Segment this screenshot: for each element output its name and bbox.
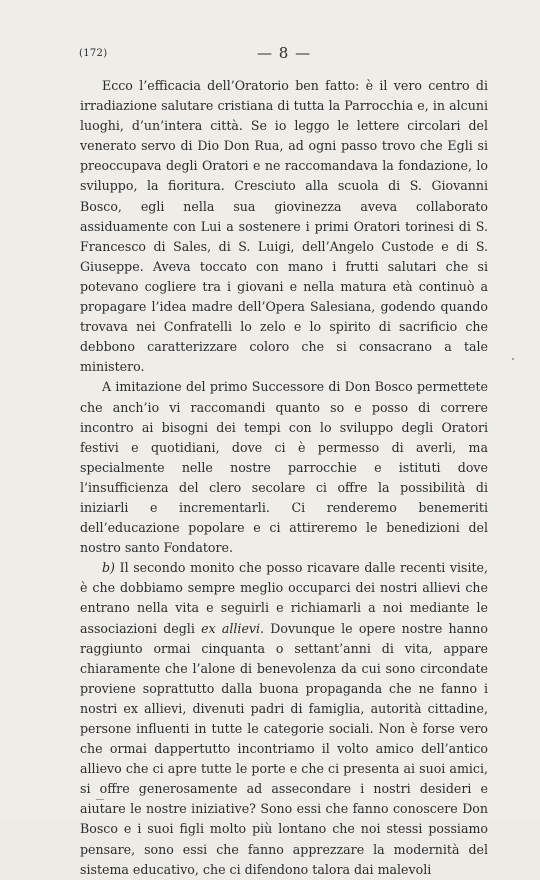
page-reference: (172) — [79, 48, 108, 59]
body-text — [80, 76, 488, 880]
paragraph-3-emphasis: ex allievi — [201, 620, 261, 636]
paragraph-3-text-a: Il secondo monito che posso ricavare dalle recenti visite, è che dobbiamo sempre meglio occuparci dei nostri allievi che entrano nella vita e seguirli e richiamarli a noi mediante le associazioni degli — [80, 560, 488, 636]
margin-dot — [512, 358, 514, 360]
paragraph-3-marker: b) — [102, 560, 115, 576]
page-header — [79, 46, 489, 62]
paragraph-3 — [80, 558, 488, 880]
paragraph-1: Ecco l’efficacia dell’Oratorio ben fatto: è il vero centro di irradiazione salutare cristiana di tutta la Parrocchia e, in alcuni luoghi, d’un’intera città. Se io leggo le lettere circolari del venerato servo di Dio Don Rua, ad ogni passo trovo che Egli si preoccupava degli Oratori e ne raccomandava la fondazione, lo sviluppo, la fioritura. Cresciuto alla scuola di S. Giovanni Bosco, egli nella sua giovinezza aveva collaborato assiduamente con Lui a sostenere i primi Oratori torinesi di S. Francesco di Sales, di S. Luigi, dell’Angelo Custode e di S. Giuseppe. Aveva toccato con mano i frutti salutari che si potevano cogliere tra i giovani e nella matura età continuò a propagare l’idea madre dell’Opera Salesiana, godendo quando trovava nei Confratelli lo zelo e lo spirito di sacrificio che debbono caratterizzare coloro che si consacrano a tale ministero. — [80, 78, 488, 375]
bottom-mark — [96, 799, 104, 800]
page-number: — 8 — — [257, 44, 312, 62]
paragraph-2: A imitazione del primo Successore di Don Bosco permettete che anch’io vi raccomandi quanto so e posso di correre incontro ai bisogni dei tempi con lo sviluppo degli Oratori festivi e quotidiani, dove ci è permesso di averli, ma specialmente nelle nostre parrocchie e istituti dove l’insufficienza del clero secolare ci offre la possibilità di iniziarli e incrementarli. Ci renderemo benemeriti dell’educazione popolare e ci attireremo le benedizioni del nostro santo Fondatore. — [80, 379, 488, 556]
paragraph-3-text-b: . Dovunque le opere nostre hanno raggiunto ormai cinquanta o settant’anni di vita, appare chiaramente che l’alone di benevolenza da cui sono circondate proviene soprattutto dalla buona propaganda che ne fanno i nostri ex allievi, divenuti padri di famiglia, autorità cittadine, persone influenti in tutte le categorie sociali. Non è forse vero che ormai dappertutto incontriamo il volto amico dell’antico allievo che ci apre tutte le porte e che ci presenta ai suoi amici, si offre generosamente ad assecondare i nostri desideri e aiutare le nostre iniziative? Sono essi che fanno conoscere Don Bosco e i suoi figli molto più lontano che noi stessi possiamo pensare, sono essi che fanno apprezzare la modernità del sistema educativo, che ci difendono talora dai malevoli — [80, 620, 488, 877]
